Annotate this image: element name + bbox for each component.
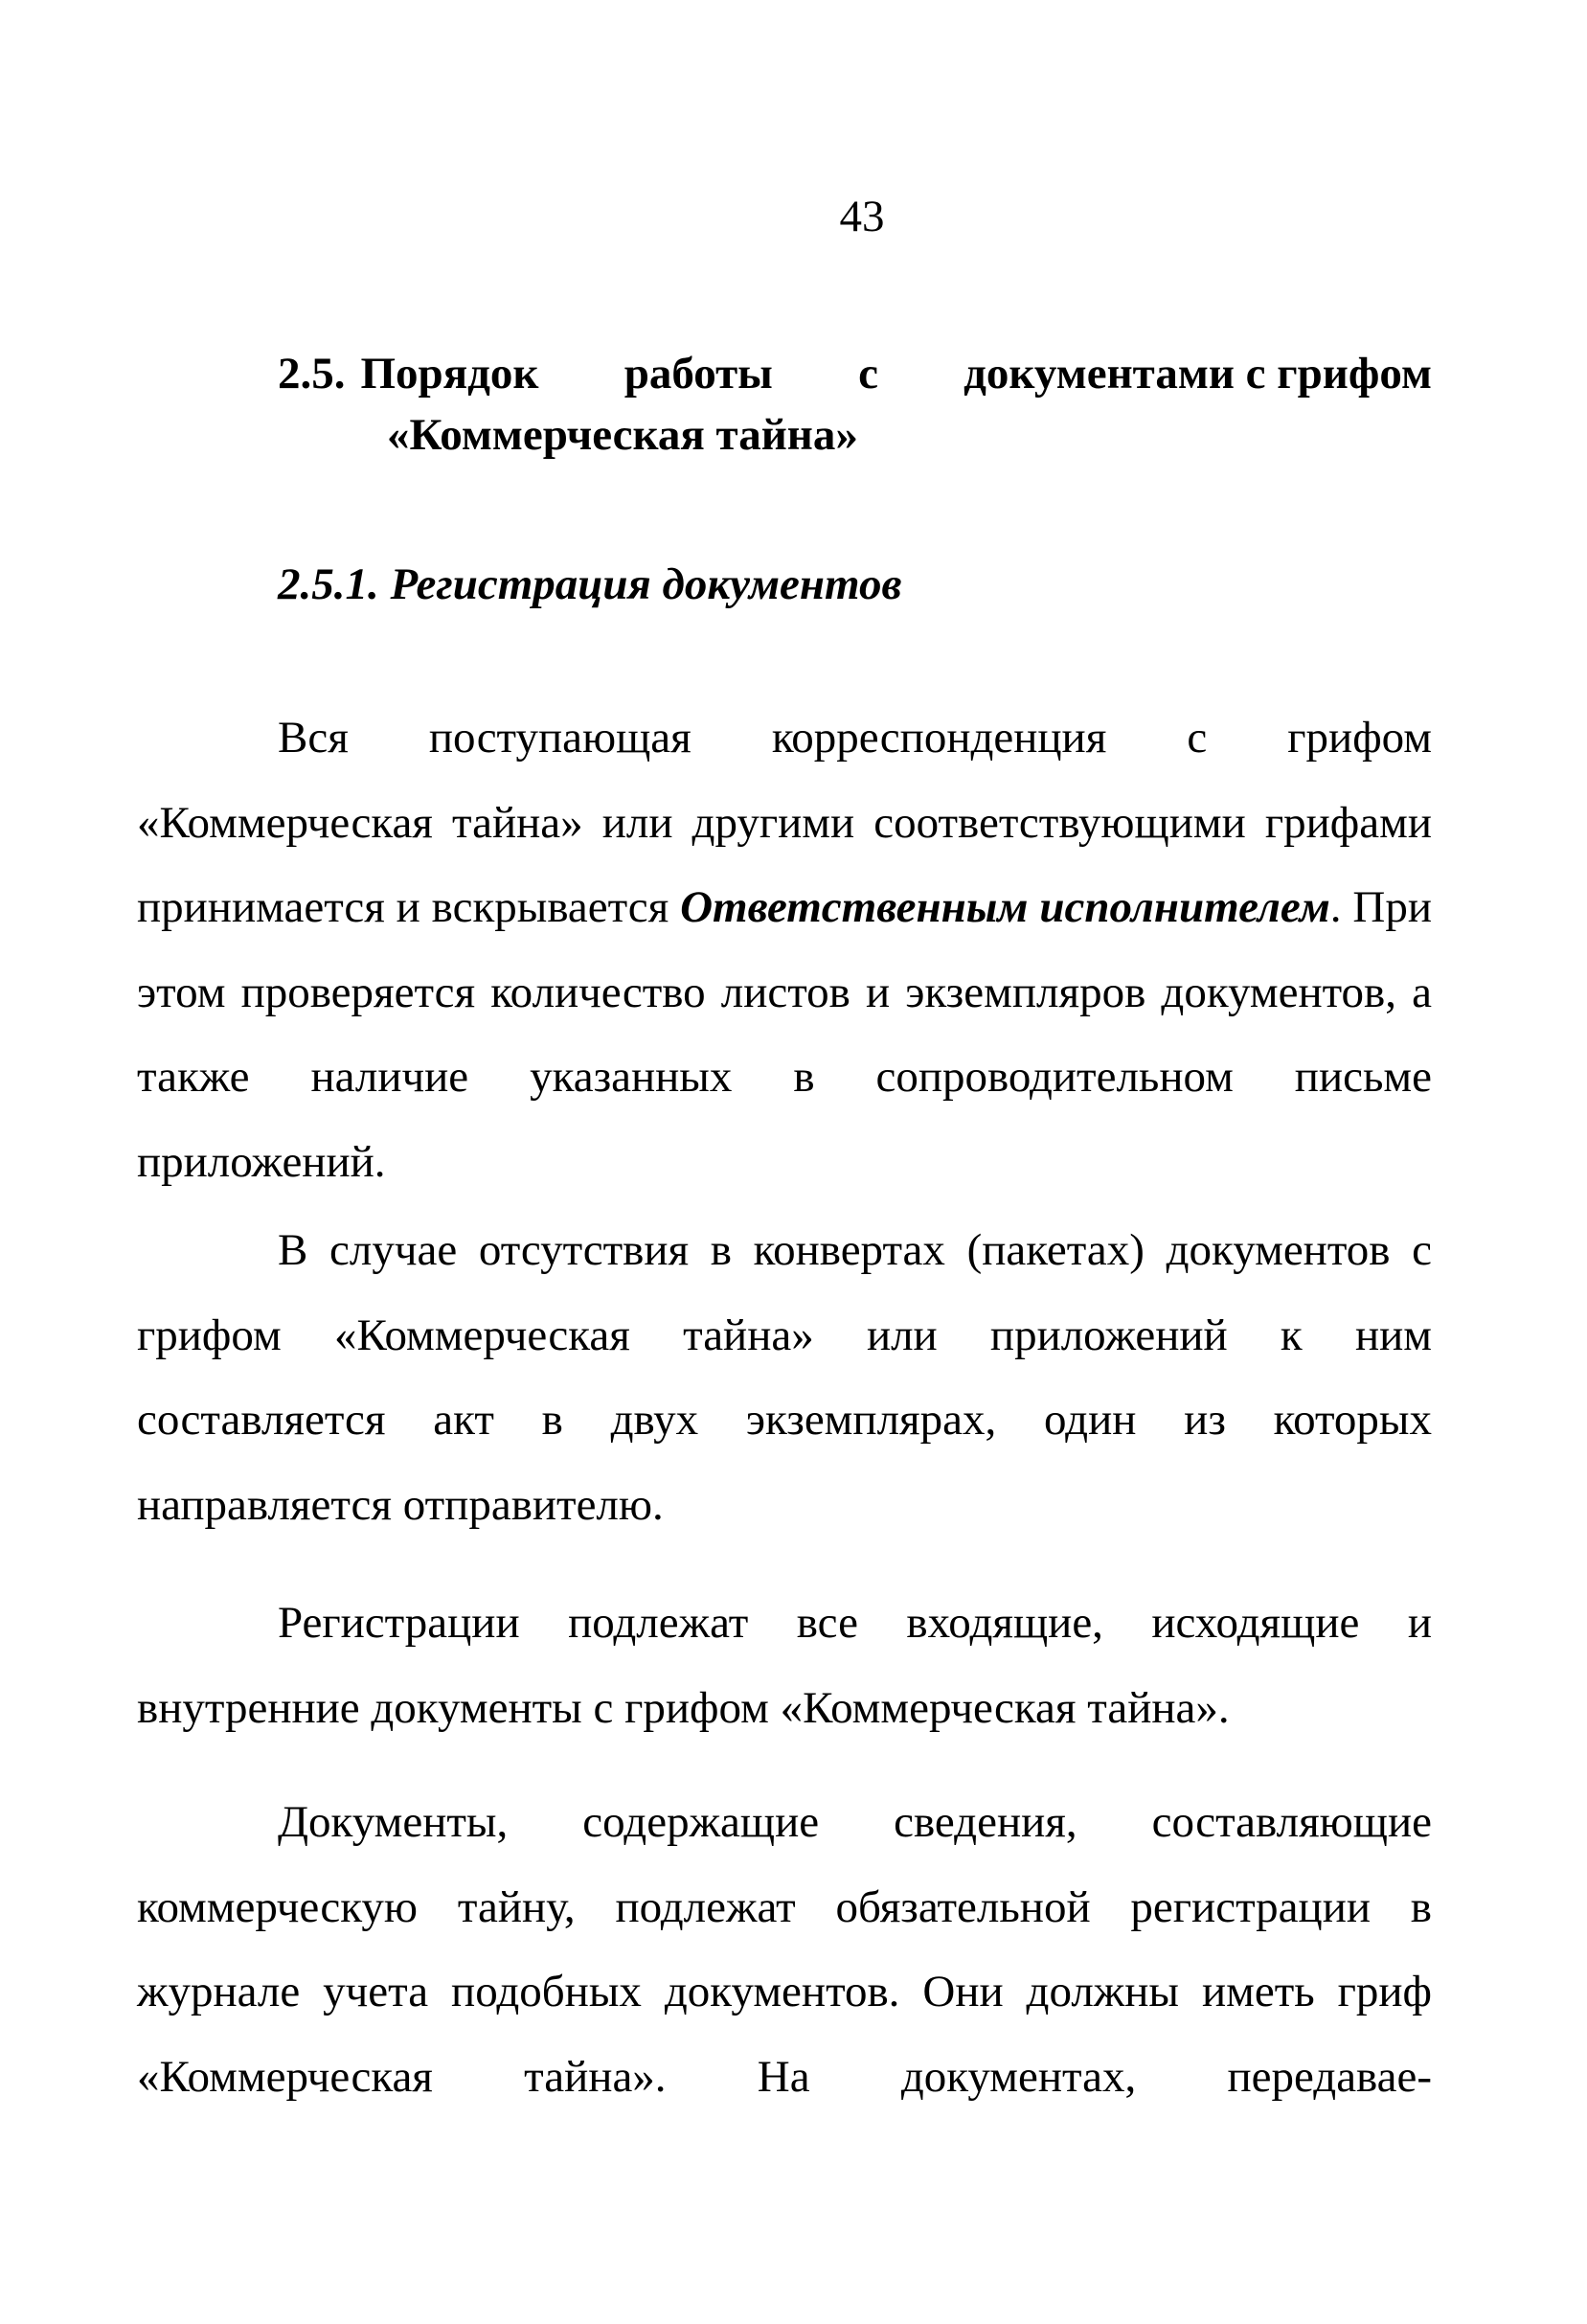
section-title-word: с <box>858 349 878 399</box>
subsection-heading: 2.5.1. Регистрация документов <box>278 559 902 609</box>
paragraph-missing-documents: В случае отсутствия в конвертах (пакетах) документов с грифом «Коммерческая тайна» или приложений к ним составляется акт в двух экземплярах, один из которых направляется отправителю. <box>137 1225 1432 1530</box>
paragraph-registration-scope: Регистрации подлежат все входящие, исходящие и внутренние документы с грифом «Коммерческая тайна». <box>137 1598 1432 1733</box>
section-title-word: Порядок <box>360 349 539 399</box>
section-title-word: документами с грифом <box>964 349 1432 399</box>
section-title-line1 <box>361 343 1433 404</box>
section-title-line2: «Коммерческая тайна» <box>387 410 858 460</box>
section-heading-line1 <box>278 343 1432 404</box>
section-number: 2.5. <box>278 349 346 399</box>
section-title-word: работы <box>623 349 773 399</box>
paragraph-journal-registration: Документы, содержащие сведения, составляющие коммерческую тайну, подлежат обязательной регистрации в журнале учета подобных документов. Они должны иметь гриф «Коммерческая тайна». На документах, передавае- <box>137 1797 1432 2102</box>
paragraph-text: . При этом проверяется количество листов и экземпляров документов, а также наличие указанных в сопроводительном письме приложений. <box>137 882 1432 1187</box>
paragraph-text: Вся поступающая корреспонденция с грифом «Коммерческая тайна» или другими соответствующими грифами принимается и вскрывается <box>137 713 1432 932</box>
emphasis-responsible-executor: Ответственным исполнителем <box>680 882 1330 932</box>
page-number: 43 <box>839 192 885 241</box>
paragraph-incoming-correspondence <box>137 695 1432 1204</box>
section-heading <box>278 343 1432 466</box>
